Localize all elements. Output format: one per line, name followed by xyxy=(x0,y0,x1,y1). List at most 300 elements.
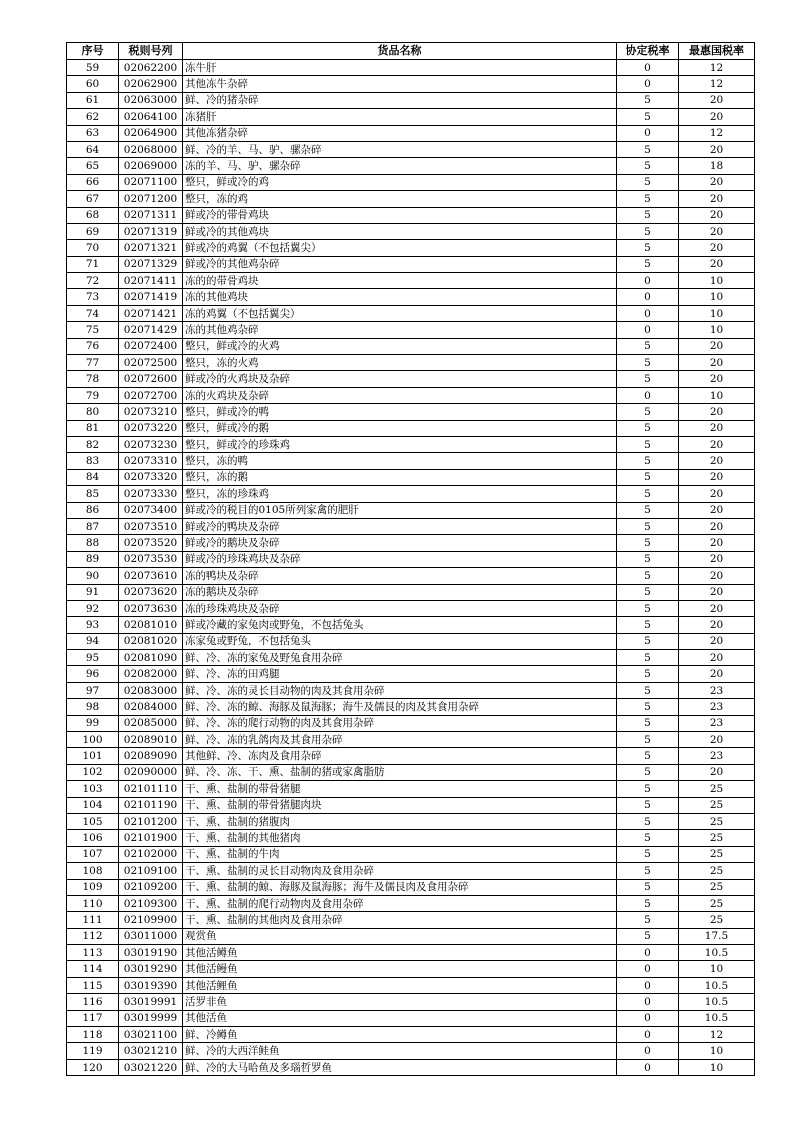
goods-name-cell: 其他活鳟鱼 xyxy=(183,945,617,961)
serial-no-cell: 97 xyxy=(67,682,119,698)
table-row xyxy=(67,256,755,272)
mfn-rate-cell: 10 xyxy=(679,289,755,305)
serial-no-cell: 101 xyxy=(67,748,119,764)
table-row xyxy=(67,748,755,764)
tariff-code-cell: 02071411 xyxy=(119,273,183,289)
goods-name-cell: 整只，鲜或冷的鹅 xyxy=(183,420,617,436)
tariff-code-cell: 03019390 xyxy=(119,977,183,993)
tariff-code-cell: 02071311 xyxy=(119,207,183,223)
goods-name-cell: 鲜、冷、冻的田鸡腿 xyxy=(183,666,617,682)
serial-no-cell: 95 xyxy=(67,650,119,666)
tariff-code-cell: 02101200 xyxy=(119,813,183,829)
tariff-code-cell: 02073530 xyxy=(119,551,183,567)
tariff-code-cell: 02062900 xyxy=(119,76,183,92)
tariff-code-cell: 02064900 xyxy=(119,125,183,141)
agreement-rate-cell: 5 xyxy=(617,453,679,469)
tariff-code-cell: 02071429 xyxy=(119,322,183,338)
agreement-rate-cell: 5 xyxy=(617,699,679,715)
table-row xyxy=(67,813,755,829)
tariff-code-cell: 02071329 xyxy=(119,256,183,272)
tariff-code-cell: 02109200 xyxy=(119,879,183,895)
goods-name-cell: 整只，鲜或冷的珍珠鸡 xyxy=(183,436,617,452)
mfn-rate-cell: 10 xyxy=(679,273,755,289)
goods-name-cell: 干、熏、盐制的鲸、海豚及鼠海豚；海牛及儒艮肉及食用杂碎 xyxy=(183,879,617,895)
mfn-rate-cell: 23 xyxy=(679,715,755,731)
serial-no-cell: 82 xyxy=(67,436,119,452)
goods-name-cell: 干、熏、盐制的牛肉 xyxy=(183,846,617,862)
serial-no-cell: 76 xyxy=(67,338,119,354)
mfn-rate-cell: 10 xyxy=(679,305,755,321)
header-serial-no: 序号 xyxy=(67,43,119,60)
table-row xyxy=(67,207,755,223)
serial-no-cell: 93 xyxy=(67,617,119,633)
goods-name-cell: 其他冻牛杂碎 xyxy=(183,76,617,92)
mfn-rate-cell: 20 xyxy=(679,502,755,518)
agreement-rate-cell: 5 xyxy=(617,469,679,485)
serial-no-cell: 88 xyxy=(67,535,119,551)
tariff-code-cell: 03019190 xyxy=(119,945,183,961)
goods-name-cell: 整只，冻的鸭 xyxy=(183,453,617,469)
table-row xyxy=(67,535,755,551)
goods-name-cell: 鲜或冷的鸭块及杂碎 xyxy=(183,518,617,534)
serial-no-cell: 61 xyxy=(67,92,119,108)
tariff-code-cell: 03019999 xyxy=(119,1010,183,1026)
table-body xyxy=(67,60,755,1076)
header-goods-name: 货品名称 xyxy=(183,43,617,60)
goods-name-cell: 整只，冻的火鸡 xyxy=(183,355,617,371)
serial-no-cell: 81 xyxy=(67,420,119,436)
mfn-rate-cell: 12 xyxy=(679,76,755,92)
mfn-rate-cell: 12 xyxy=(679,1027,755,1043)
tariff-code-cell: 02073210 xyxy=(119,404,183,420)
tariff-code-cell: 03021220 xyxy=(119,1059,183,1075)
agreement-rate-cell: 0 xyxy=(617,1027,679,1043)
serial-no-cell: 62 xyxy=(67,109,119,125)
mfn-rate-cell: 10.5 xyxy=(679,994,755,1010)
tariff-code-cell: 02073630 xyxy=(119,600,183,616)
mfn-rate-cell: 20 xyxy=(679,568,755,584)
table-row xyxy=(67,600,755,616)
goods-name-cell: 其他冻猪杂碎 xyxy=(183,125,617,141)
tariff-code-cell: 02073510 xyxy=(119,518,183,534)
serial-no-cell: 92 xyxy=(67,600,119,616)
mfn-rate-cell: 25 xyxy=(679,895,755,911)
agreement-rate-cell: 0 xyxy=(617,1059,679,1075)
tariff-code-cell: 02071200 xyxy=(119,191,183,207)
mfn-rate-cell: 12 xyxy=(679,125,755,141)
agreement-rate-cell: 5 xyxy=(617,109,679,125)
goods-name-cell: 冻的珍珠鸡块及杂碎 xyxy=(183,600,617,616)
goods-name-cell: 鲜、冷的大西洋鲑鱼 xyxy=(183,1043,617,1059)
agreement-rate-cell: 5 xyxy=(617,486,679,502)
mfn-rate-cell: 20 xyxy=(679,650,755,666)
agreement-rate-cell: 0 xyxy=(617,1043,679,1059)
serial-no-cell: 120 xyxy=(67,1059,119,1075)
table-row xyxy=(67,617,755,633)
serial-no-cell: 59 xyxy=(67,60,119,76)
tariff-code-cell: 02073330 xyxy=(119,486,183,502)
agreement-rate-cell: 0 xyxy=(617,305,679,321)
goods-name-cell: 鲜、冷、冻的爬行动物的肉及其食用杂碎 xyxy=(183,715,617,731)
serial-no-cell: 72 xyxy=(67,273,119,289)
agreement-rate-cell: 5 xyxy=(617,158,679,174)
agreement-rate-cell: 5 xyxy=(617,732,679,748)
table-row xyxy=(67,584,755,600)
tariff-code-cell: 02071100 xyxy=(119,174,183,190)
goods-name-cell: 冻的其他鸡块 xyxy=(183,289,617,305)
agreement-rate-cell: 5 xyxy=(617,830,679,846)
goods-name-cell: 其他活鲤鱼 xyxy=(183,977,617,993)
goods-name-cell: 干、熏、盐制的带骨猪腿 xyxy=(183,781,617,797)
serial-no-cell: 70 xyxy=(67,240,119,256)
serial-no-cell: 104 xyxy=(67,797,119,813)
goods-name-cell: 鲜、冷的大马哈鱼及多瑙哲罗鱼 xyxy=(183,1059,617,1075)
table-row xyxy=(67,240,755,256)
agreement-rate-cell: 5 xyxy=(617,371,679,387)
table-row xyxy=(67,715,755,731)
table-row xyxy=(67,453,755,469)
goods-name-cell: 冻猪肝 xyxy=(183,109,617,125)
table-row xyxy=(67,1010,755,1026)
serial-no-cell: 90 xyxy=(67,568,119,584)
tariff-code-cell: 02071421 xyxy=(119,305,183,321)
agreement-rate-cell: 5 xyxy=(617,682,679,698)
tariff-code-cell: 02072700 xyxy=(119,387,183,403)
mfn-rate-cell: 20 xyxy=(679,453,755,469)
table-row xyxy=(67,289,755,305)
mfn-rate-cell: 10.5 xyxy=(679,1010,755,1026)
tariff-code-cell: 02072500 xyxy=(119,355,183,371)
tariff-code-cell: 02090000 xyxy=(119,764,183,780)
goods-name-cell: 冻牛肝 xyxy=(183,60,617,76)
table-row xyxy=(67,797,755,813)
table-row xyxy=(67,191,755,207)
goods-name-cell: 活罗非鱼 xyxy=(183,994,617,1010)
goods-name-cell: 整只，鲜或冷的鸭 xyxy=(183,404,617,420)
agreement-rate-cell: 5 xyxy=(617,141,679,157)
serial-no-cell: 100 xyxy=(67,732,119,748)
goods-name-cell: 其他鲜、冷、冻肉及食用杂碎 xyxy=(183,748,617,764)
table-row xyxy=(67,469,755,485)
serial-no-cell: 112 xyxy=(67,928,119,944)
agreement-rate-cell: 0 xyxy=(617,977,679,993)
goods-name-cell: 鲜或冷的带骨鸡块 xyxy=(183,207,617,223)
table-row xyxy=(67,830,755,846)
serial-no-cell: 71 xyxy=(67,256,119,272)
goods-name-cell: 冻的鸭块及杂碎 xyxy=(183,568,617,584)
tariff-code-cell: 02073230 xyxy=(119,436,183,452)
mfn-rate-cell: 20 xyxy=(679,223,755,239)
serial-no-cell: 111 xyxy=(67,912,119,928)
agreement-rate-cell: 5 xyxy=(617,715,679,731)
agreement-rate-cell: 5 xyxy=(617,846,679,862)
tariff-code-cell: 02081010 xyxy=(119,617,183,633)
mfn-rate-cell: 20 xyxy=(679,436,755,452)
tariff-code-cell: 02068000 xyxy=(119,141,183,157)
goods-name-cell: 冻的鸡翼（不包括翼尖） xyxy=(183,305,617,321)
goods-name-cell: 干、熏、盐制的其他猪肉 xyxy=(183,830,617,846)
mfn-rate-cell: 25 xyxy=(679,846,755,862)
mfn-rate-cell: 20 xyxy=(679,141,755,157)
serial-no-cell: 118 xyxy=(67,1027,119,1043)
mfn-rate-cell: 10 xyxy=(679,387,755,403)
agreement-rate-cell: 5 xyxy=(617,813,679,829)
goods-name-cell: 其他活鱼 xyxy=(183,1010,617,1026)
table-row xyxy=(67,371,755,387)
serial-no-cell: 94 xyxy=(67,633,119,649)
table-row xyxy=(67,977,755,993)
mfn-rate-cell: 20 xyxy=(679,92,755,108)
tariff-code-cell: 02085000 xyxy=(119,715,183,731)
header-mfn-rate: 最惠国税率 xyxy=(679,43,755,60)
goods-name-cell: 干、熏、盐制的灵长目动物肉及食用杂碎 xyxy=(183,863,617,879)
mfn-rate-cell: 10 xyxy=(679,322,755,338)
agreement-rate-cell: 5 xyxy=(617,355,679,371)
agreement-rate-cell: 0 xyxy=(617,76,679,92)
mfn-rate-cell: 20 xyxy=(679,355,755,371)
mfn-rate-cell: 23 xyxy=(679,699,755,715)
tariff-code-cell: 02073520 xyxy=(119,535,183,551)
serial-no-cell: 64 xyxy=(67,141,119,157)
mfn-rate-cell: 20 xyxy=(679,207,755,223)
tariff-code-cell: 02081090 xyxy=(119,650,183,666)
tariff-code-cell: 02101900 xyxy=(119,830,183,846)
agreement-rate-cell: 5 xyxy=(617,748,679,764)
tariff-code-cell: 03021100 xyxy=(119,1027,183,1043)
table-row xyxy=(67,650,755,666)
serial-no-cell: 78 xyxy=(67,371,119,387)
table-row xyxy=(67,682,755,698)
agreement-rate-cell: 0 xyxy=(617,60,679,76)
tariff-code-cell: 03019991 xyxy=(119,994,183,1010)
tariff-code-cell: 02102000 xyxy=(119,846,183,862)
mfn-rate-cell: 20 xyxy=(679,240,755,256)
serial-no-cell: 67 xyxy=(67,191,119,207)
serial-no-cell: 102 xyxy=(67,764,119,780)
agreement-rate-cell: 5 xyxy=(617,338,679,354)
agreement-rate-cell: 0 xyxy=(617,387,679,403)
agreement-rate-cell: 5 xyxy=(617,797,679,813)
goods-name-cell: 冻的其他鸡杂碎 xyxy=(183,322,617,338)
serial-no-cell: 84 xyxy=(67,469,119,485)
serial-no-cell: 63 xyxy=(67,125,119,141)
agreement-rate-cell: 5 xyxy=(617,535,679,551)
agreement-rate-cell: 5 xyxy=(617,912,679,928)
table-row xyxy=(67,141,755,157)
goods-name-cell: 冻的羊、马、驴、骡杂碎 xyxy=(183,158,617,174)
mfn-rate-cell: 20 xyxy=(679,256,755,272)
table-row xyxy=(67,945,755,961)
agreement-rate-cell: 5 xyxy=(617,207,679,223)
agreement-rate-cell: 0 xyxy=(617,994,679,1010)
table-row xyxy=(67,273,755,289)
mfn-rate-cell: 20 xyxy=(679,764,755,780)
table-row xyxy=(67,436,755,452)
mfn-rate-cell: 20 xyxy=(679,600,755,616)
mfn-rate-cell: 20 xyxy=(679,551,755,567)
goods-name-cell: 鲜、冷、冻的乳鸽肉及其食用杂碎 xyxy=(183,732,617,748)
table-row xyxy=(67,732,755,748)
tariff-code-cell: 02083000 xyxy=(119,682,183,698)
agreement-rate-cell: 5 xyxy=(617,502,679,518)
mfn-rate-cell: 20 xyxy=(679,633,755,649)
tariff-code-cell: 02071319 xyxy=(119,223,183,239)
table-row xyxy=(67,60,755,76)
agreement-rate-cell: 5 xyxy=(617,764,679,780)
tariff-code-cell: 02101190 xyxy=(119,797,183,813)
header-row xyxy=(67,43,755,60)
goods-name-cell: 鲜或冷的鸡翼（不包括翼尖） xyxy=(183,240,617,256)
mfn-rate-cell: 20 xyxy=(679,420,755,436)
tariff-code-cell: 02082000 xyxy=(119,666,183,682)
serial-no-cell: 117 xyxy=(67,1010,119,1026)
agreement-rate-cell: 5 xyxy=(617,92,679,108)
mfn-rate-cell: 25 xyxy=(679,813,755,829)
table-row xyxy=(67,355,755,371)
serial-no-cell: 74 xyxy=(67,305,119,321)
header-tariff-code: 税则号列 xyxy=(119,43,183,60)
serial-no-cell: 83 xyxy=(67,453,119,469)
serial-no-cell: 114 xyxy=(67,961,119,977)
goods-name-cell: 整只，鲜或冷的火鸡 xyxy=(183,338,617,354)
goods-name-cell: 干、熏、盐制的爬行动物肉及食用杂碎 xyxy=(183,895,617,911)
agreement-rate-cell: 5 xyxy=(617,666,679,682)
goods-name-cell: 冻的的带骨鸡块 xyxy=(183,273,617,289)
agreement-rate-cell: 5 xyxy=(617,240,679,256)
serial-no-cell: 85 xyxy=(67,486,119,502)
agreement-rate-cell: 5 xyxy=(617,617,679,633)
table-row xyxy=(67,387,755,403)
mfn-rate-cell: 20 xyxy=(679,371,755,387)
mfn-rate-cell: 20 xyxy=(679,666,755,682)
serial-no-cell: 107 xyxy=(67,846,119,862)
table-row xyxy=(67,125,755,141)
tariff-code-cell: 03019290 xyxy=(119,961,183,977)
table-row xyxy=(67,551,755,567)
goods-name-cell: 干、熏、盐制的其他肉及食用杂碎 xyxy=(183,912,617,928)
table-header xyxy=(67,43,755,60)
goods-name-cell: 冻的鹅块及杂碎 xyxy=(183,584,617,600)
goods-name-cell: 鲜、冷的猪杂碎 xyxy=(183,92,617,108)
goods-name-cell: 冻家兔或野兔，不包括兔头 xyxy=(183,633,617,649)
goods-name-cell: 鲜、冷、冻的鲸、海豚及鼠海豚；海牛及儒艮的肉及其食用杂碎 xyxy=(183,699,617,715)
serial-no-cell: 110 xyxy=(67,895,119,911)
mfn-rate-cell: 18 xyxy=(679,158,755,174)
serial-no-cell: 109 xyxy=(67,879,119,895)
serial-no-cell: 106 xyxy=(67,830,119,846)
agreement-rate-cell: 5 xyxy=(617,928,679,944)
mfn-rate-cell: 20 xyxy=(679,338,755,354)
table-row xyxy=(67,781,755,797)
table-row xyxy=(67,895,755,911)
goods-name-cell: 整只，鲜或冷的鸡 xyxy=(183,174,617,190)
goods-name-cell: 整只，冻的鹅 xyxy=(183,469,617,485)
agreement-rate-cell: 5 xyxy=(617,404,679,420)
agreement-rate-cell: 5 xyxy=(617,879,679,895)
serial-no-cell: 79 xyxy=(67,387,119,403)
table-row xyxy=(67,322,755,338)
mfn-rate-cell: 20 xyxy=(679,535,755,551)
serial-no-cell: 108 xyxy=(67,863,119,879)
serial-no-cell: 68 xyxy=(67,207,119,223)
tariff-code-cell: 02063000 xyxy=(119,92,183,108)
goods-name-cell: 鲜、冷、冻的家兔及野兔食用杂碎 xyxy=(183,650,617,666)
goods-name-cell: 干、熏、盐制的带骨猪腿肉块 xyxy=(183,797,617,813)
goods-name-cell: 其他活鳗鱼 xyxy=(183,961,617,977)
serial-no-cell: 87 xyxy=(67,518,119,534)
mfn-rate-cell: 20 xyxy=(679,469,755,485)
agreement-rate-cell: 5 xyxy=(617,650,679,666)
tariff-code-cell: 02073620 xyxy=(119,584,183,600)
agreement-rate-cell: 0 xyxy=(617,322,679,338)
serial-no-cell: 75 xyxy=(67,322,119,338)
agreement-rate-cell: 5 xyxy=(617,191,679,207)
goods-name-cell: 鲜或冷的其他鸡杂碎 xyxy=(183,256,617,272)
table-row xyxy=(67,568,755,584)
mfn-rate-cell: 20 xyxy=(679,486,755,502)
goods-name-cell: 鲜或冷的税目的0105所列家禽的肥肝 xyxy=(183,502,617,518)
table-row xyxy=(67,518,755,534)
table-row xyxy=(67,633,755,649)
agreement-rate-cell: 5 xyxy=(617,895,679,911)
mfn-rate-cell: 20 xyxy=(679,174,755,190)
table-row xyxy=(67,158,755,174)
agreement-rate-cell: 5 xyxy=(617,551,679,567)
table-row xyxy=(67,666,755,682)
mfn-rate-cell: 25 xyxy=(679,879,755,895)
table-row xyxy=(67,502,755,518)
mfn-rate-cell: 20 xyxy=(679,617,755,633)
tariff-table xyxy=(66,42,755,1076)
agreement-rate-cell: 0 xyxy=(617,289,679,305)
tariff-code-cell: 02071419 xyxy=(119,289,183,305)
mfn-rate-cell: 10.5 xyxy=(679,945,755,961)
serial-no-cell: 99 xyxy=(67,715,119,731)
mfn-rate-cell: 25 xyxy=(679,830,755,846)
mfn-rate-cell: 10 xyxy=(679,1059,755,1075)
agreement-rate-cell: 0 xyxy=(617,273,679,289)
tariff-code-cell: 02073320 xyxy=(119,469,183,485)
serial-no-cell: 113 xyxy=(67,945,119,961)
tariff-code-cell: 02072600 xyxy=(119,371,183,387)
goods-name-cell: 鲜或冷的鹅块及杂碎 xyxy=(183,535,617,551)
tariff-code-cell: 02109100 xyxy=(119,863,183,879)
agreement-rate-cell: 5 xyxy=(617,781,679,797)
serial-no-cell: 105 xyxy=(67,813,119,829)
tariff-code-cell: 02071321 xyxy=(119,240,183,256)
table-row xyxy=(67,1059,755,1075)
table-row xyxy=(67,912,755,928)
serial-no-cell: 89 xyxy=(67,551,119,567)
agreement-rate-cell: 5 xyxy=(617,863,679,879)
serial-no-cell: 69 xyxy=(67,223,119,239)
goods-name-cell: 鲜或冷的火鸡块及杂碎 xyxy=(183,371,617,387)
goods-name-cell: 鲜、冷、冻、干、熏、盐制的猪或家禽脂肪 xyxy=(183,764,617,780)
table-row xyxy=(67,1043,755,1059)
tariff-code-cell: 02069000 xyxy=(119,158,183,174)
tariff-code-cell: 03021210 xyxy=(119,1043,183,1059)
agreement-rate-cell: 5 xyxy=(617,420,679,436)
table-row xyxy=(67,109,755,125)
goods-name-cell: 冻的火鸡块及杂碎 xyxy=(183,387,617,403)
tariff-code-cell: 02064100 xyxy=(119,109,183,125)
table-row xyxy=(67,928,755,944)
goods-name-cell: 观赏鱼 xyxy=(183,928,617,944)
mfn-rate-cell: 10 xyxy=(679,1043,755,1059)
table-row xyxy=(67,76,755,92)
agreement-rate-cell: 5 xyxy=(617,436,679,452)
mfn-rate-cell: 23 xyxy=(679,682,755,698)
